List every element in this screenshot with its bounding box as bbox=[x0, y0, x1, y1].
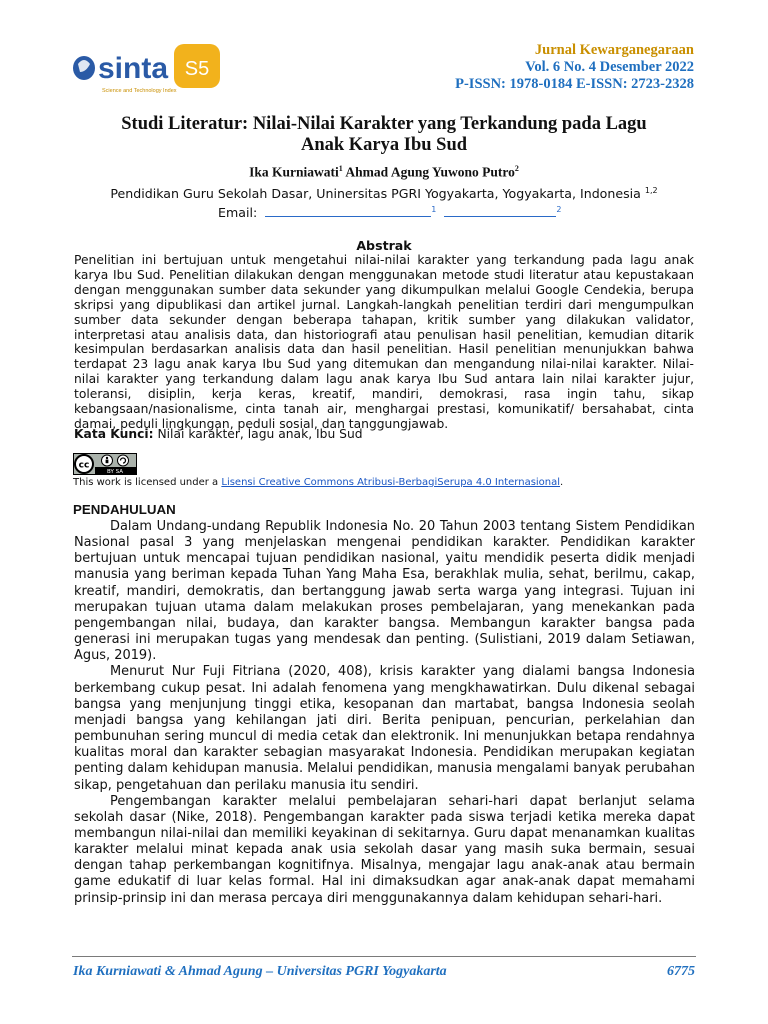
author-1-sup: 1 bbox=[338, 164, 343, 173]
footer-authors: Ika Kurniawati & Ahmad Agung – Universitas PGRI Yogyakarta bbox=[73, 964, 447, 979]
keywords-text: Nilai karakter, lagu anak, Ibu Sud bbox=[153, 427, 363, 441]
section-heading: PENDAHULUAN bbox=[73, 502, 176, 517]
email-label: Email: bbox=[218, 205, 258, 220]
title-line-1: Studi Literatur: Nilai-Nilai Karakter yang Terkandung pada Lagu bbox=[121, 114, 647, 134]
journal-info bbox=[455, 42, 694, 93]
affiliation bbox=[72, 186, 696, 201]
logo-tagline: Science and Technology Index bbox=[102, 88, 177, 94]
journal-volume: Vol. 6 No. 4 Desember 2022 bbox=[525, 59, 694, 75]
email-row bbox=[218, 204, 561, 220]
body-paragraph: Pengembangan karakter melalui pembelajaran sehari-hari dapat berlanjut selama sekolah dasar (Nike, 2018). Pengembangan karakter pada siswa terjadi ketika mereka dapat membangun nilai-nilai dan memiliki keyakinan di sekitarnya. Guru dapat menanamkan kualitas karakter melalui minat kepada anak usia sekolah dasar yang masih suka bermain, sesuai dengan tahap perkembangan kognitifnya. Misalnya, mengajar lagu anak-anak atau bermain game edukatif di luar kelas formal. Hal ini dimaksudkan agar anak-anak dapat memahami prinsip-prinsip ini dan merasa percaya diri menggunakannya dalam kehidupan sehari-hari. bbox=[74, 793, 695, 906]
article-title bbox=[72, 114, 696, 156]
license-suffix: . bbox=[560, 477, 564, 488]
author-2-sup: 2 bbox=[514, 164, 519, 173]
keywords-label: Kata Kunci: bbox=[74, 427, 154, 441]
body-paragraph: Menurut Nur Fuji Fitriana (2020, 408), krisis karakter yang dialami bangsa Indonesia berkembang cukup pesat. Ini adalah fenomena yang mengkhawatirkan. Dulu dikenal sebagai bangsa yang menjunjung tinggi etika, kesopanan dan martabat, bangsa Indonesia seolah menjadi bangsa yang kehilangan jati diri. Berita penipuan, pencurian, perkelahian dan pembunuhan sering muncul di media cetak dan elektronik. Ini menunjukkan betapa rendahnya kualitas moral dan karakter sebagian masyarakat Indonesia. Pendidikan merupakan kegiatan penting dalam kehidupan manusia. Melalui pendidikan, manusia mengalami banyak perubahan sikap, pengetahuan dan perilaku manusia itu sendiri. bbox=[74, 664, 695, 793]
keywords bbox=[74, 427, 694, 442]
cc-license-badge[interactable] bbox=[73, 453, 137, 475]
journal-issn: P-ISSN: 1978-0184 E-ISSN: 2723-2328 bbox=[455, 76, 694, 92]
journal-name: Jurnal Kewarganegaraan bbox=[534, 42, 694, 58]
page-number: 6775 bbox=[667, 964, 695, 979]
footer-divider bbox=[72, 956, 696, 957]
svg-text:cc: cc bbox=[78, 460, 90, 471]
email-field-1[interactable] bbox=[265, 204, 431, 217]
email-sup-1: 1 bbox=[431, 205, 437, 214]
sinta-logo-graphic bbox=[72, 42, 222, 100]
affiliation-sup: 1,2 bbox=[644, 186, 658, 195]
logo-badge-label: S5 bbox=[184, 58, 210, 80]
email-sup-2: 2 bbox=[556, 205, 562, 214]
body-text bbox=[74, 519, 695, 907]
affiliation-text: Pendidikan Guru Sekolah Dasar, Uninersitas PGRI Yogyakarta, Yogyakarta, Indonesia bbox=[110, 186, 641, 202]
email-field-2[interactable] bbox=[444, 204, 556, 217]
cc-by-sa-icon bbox=[73, 453, 137, 475]
abstract-heading: Abstrak bbox=[356, 238, 412, 253]
license-prefix: This work is licensed under a bbox=[73, 477, 222, 488]
sinta-logo bbox=[72, 42, 222, 100]
title-line-2: Anak Karya Ibu Sud bbox=[300, 135, 468, 155]
author-1: Ika Kurniawati bbox=[249, 164, 339, 180]
abstract-text: Penelitian ini bertujuan untuk mengetahui nilai-nilai karakter yang terkandung pada lagu anak karya Ibu Sud. Penelitian dilakukan dengan menggunakan metode studi literatur atau kepustakaan dengan menggunakan sumber data sekunder yang dikumpulkan melalui Google Cendekia, berupa skripsi yang dipublikasi dan artikel jurnal. Langkah-langkah penelitian terdiri dari mengumpulkan sumber data sekunder dengan beberapa tahapan, kritik sumber yang dilakukan validator, interpretasi atau analisis data, dan historiografi atau penulisan hasil penelitian, kemudian ditarik kesimpulan berdasarkan analisis data dan hasil penelitian. Hasil penelitian menunjukkan bahwa terdapat 23 lagu anak karya Ibu Sud yang ditemukan dan mengandung nilai-nilai karakter. Nilai-nilai karakter yang terkandung dalam lagu anak karya Ibu Sud antara lain nilai karakter jujur, toleransi, disiplin, kerja keras, kreatif, mandiri, demokrasi, rasa ingin tahu, sikap kebangsaan/nasionalisme, cinta tanah air, menghargai prestasi, komunikatif/ bersahabat, cinta damai, peduli lingkungan, peduli sosial, dan tanggungjawab. bbox=[74, 253, 694, 431]
body-paragraph: Dalam Undang-undang Republik Indonesia No. 20 Tahun 2003 tentang Sistem Pendidikan Nasional pasal 3 yang menjelaskan mengenai pendidikan karakter. Pendidikan karakter bertujuan untuk mencapai tujuan pendidikan nasional, yaitu mendidik peserta didik menjadi manusia yang beriman kepada Tuhan Yang Maha Esa, berakhlak mulia, sehat, berilmu, cakap, kreatif, mandiri, demokratis, dan bertanggung jawab serta warga yang integrasi. Tujuan ini merupakan tujuan utama dalam melakukan proses pembelajaran, yang menekankan pada pengembangan nilai, budaya, dan karakter bangsa. Membangun karakter bangsa pada generasi ini merupakan tugas yang mendesak dan penting. (Sulistiani, 2019 dalam Setiawan, Agus, 2019). bbox=[74, 519, 695, 664]
author-2: Ahmad Agung Yuwono Putro bbox=[342, 164, 515, 180]
logo-wordmark: sinta bbox=[98, 52, 169, 85]
cc-badge-label: BY SA bbox=[107, 469, 123, 475]
authors bbox=[72, 164, 696, 181]
license-link[interactable]: Lisensi Creative Commons Atribusi-BerbagiSerupa 4.0 Internasional bbox=[221, 477, 561, 488]
license-statement bbox=[73, 477, 563, 488]
